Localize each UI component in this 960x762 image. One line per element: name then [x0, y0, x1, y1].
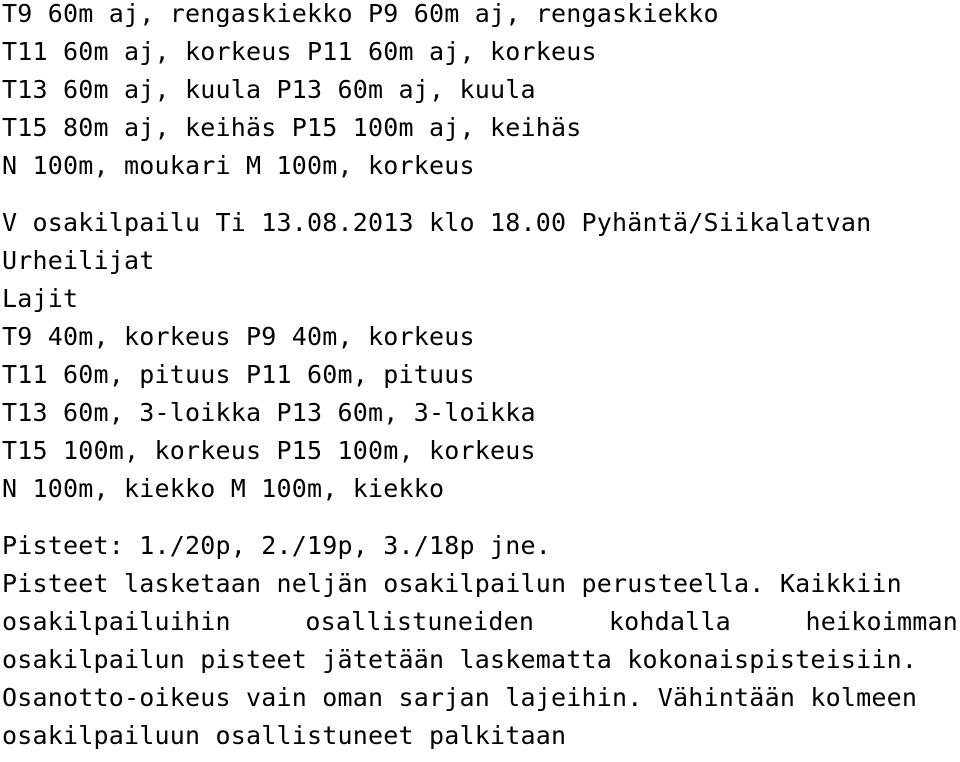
rules-word: kohdalla	[608, 607, 731, 636]
event-line: T15 100m, korkeus P15 100m, korkeus	[2, 436, 536, 465]
rules-word: osallistuneiden	[305, 607, 535, 636]
event-line: N 100m, kiekko M 100m, kiekko	[2, 474, 445, 503]
rules-line: Pisteet lasketaan neljän osakilpailun perusteella. Kaikkiin	[2, 569, 902, 598]
points-line: Pisteet: 1./20p, 2./19p, 3./18p jne.	[2, 531, 552, 560]
rules-line: Osanotto-oikeus vain oman sarjan lajeihin. Vähintään kolmeen	[2, 683, 918, 712]
event-line: T9 40m, korkeus P9 40m, korkeus	[2, 322, 475, 351]
rules-line: osakilpailun pisteet jätetään laskematta kokonaispisteisiin.	[2, 645, 918, 674]
competition-heading: V osakilpailu Ti 13.08.2013 klo 18.00 Pyhäntä/Siikalatvan	[2, 208, 872, 237]
event-line: T13 60m, 3-loikka P13 60m, 3-loikka	[2, 398, 536, 427]
paragraph-gap	[2, 513, 958, 532]
competition-heading-cont: Urheilijat	[2, 246, 155, 275]
event-line: T11 60m, pituus P11 60m, pituus	[2, 360, 475, 389]
rules-line: osakilpailuun osallistuneet palkitaan	[2, 721, 567, 750]
document-text	[2, 0, 958, 760]
rules-word: heikoimman	[805, 607, 958, 636]
rules-word: osakilpailuihin	[2, 607, 231, 636]
event-line: T9 60m aj, rengaskiekko P9 60m aj, rengaskiekko	[2, 0, 719, 28]
event-line: T15 80m aj, keihäs P15 100m aj, keihäs	[2, 113, 582, 142]
rules-line-justified	[2, 608, 958, 646]
event-line: N 100m, moukari M 100m, korkeus	[2, 151, 475, 180]
event-line: T11 60m aj, korkeus P11 60m aj, korkeus	[2, 37, 597, 66]
events-label: Lajit	[2, 284, 79, 313]
paragraph-gap	[2, 190, 958, 209]
event-line: T13 60m aj, kuula P13 60m aj, kuula	[2, 75, 536, 104]
